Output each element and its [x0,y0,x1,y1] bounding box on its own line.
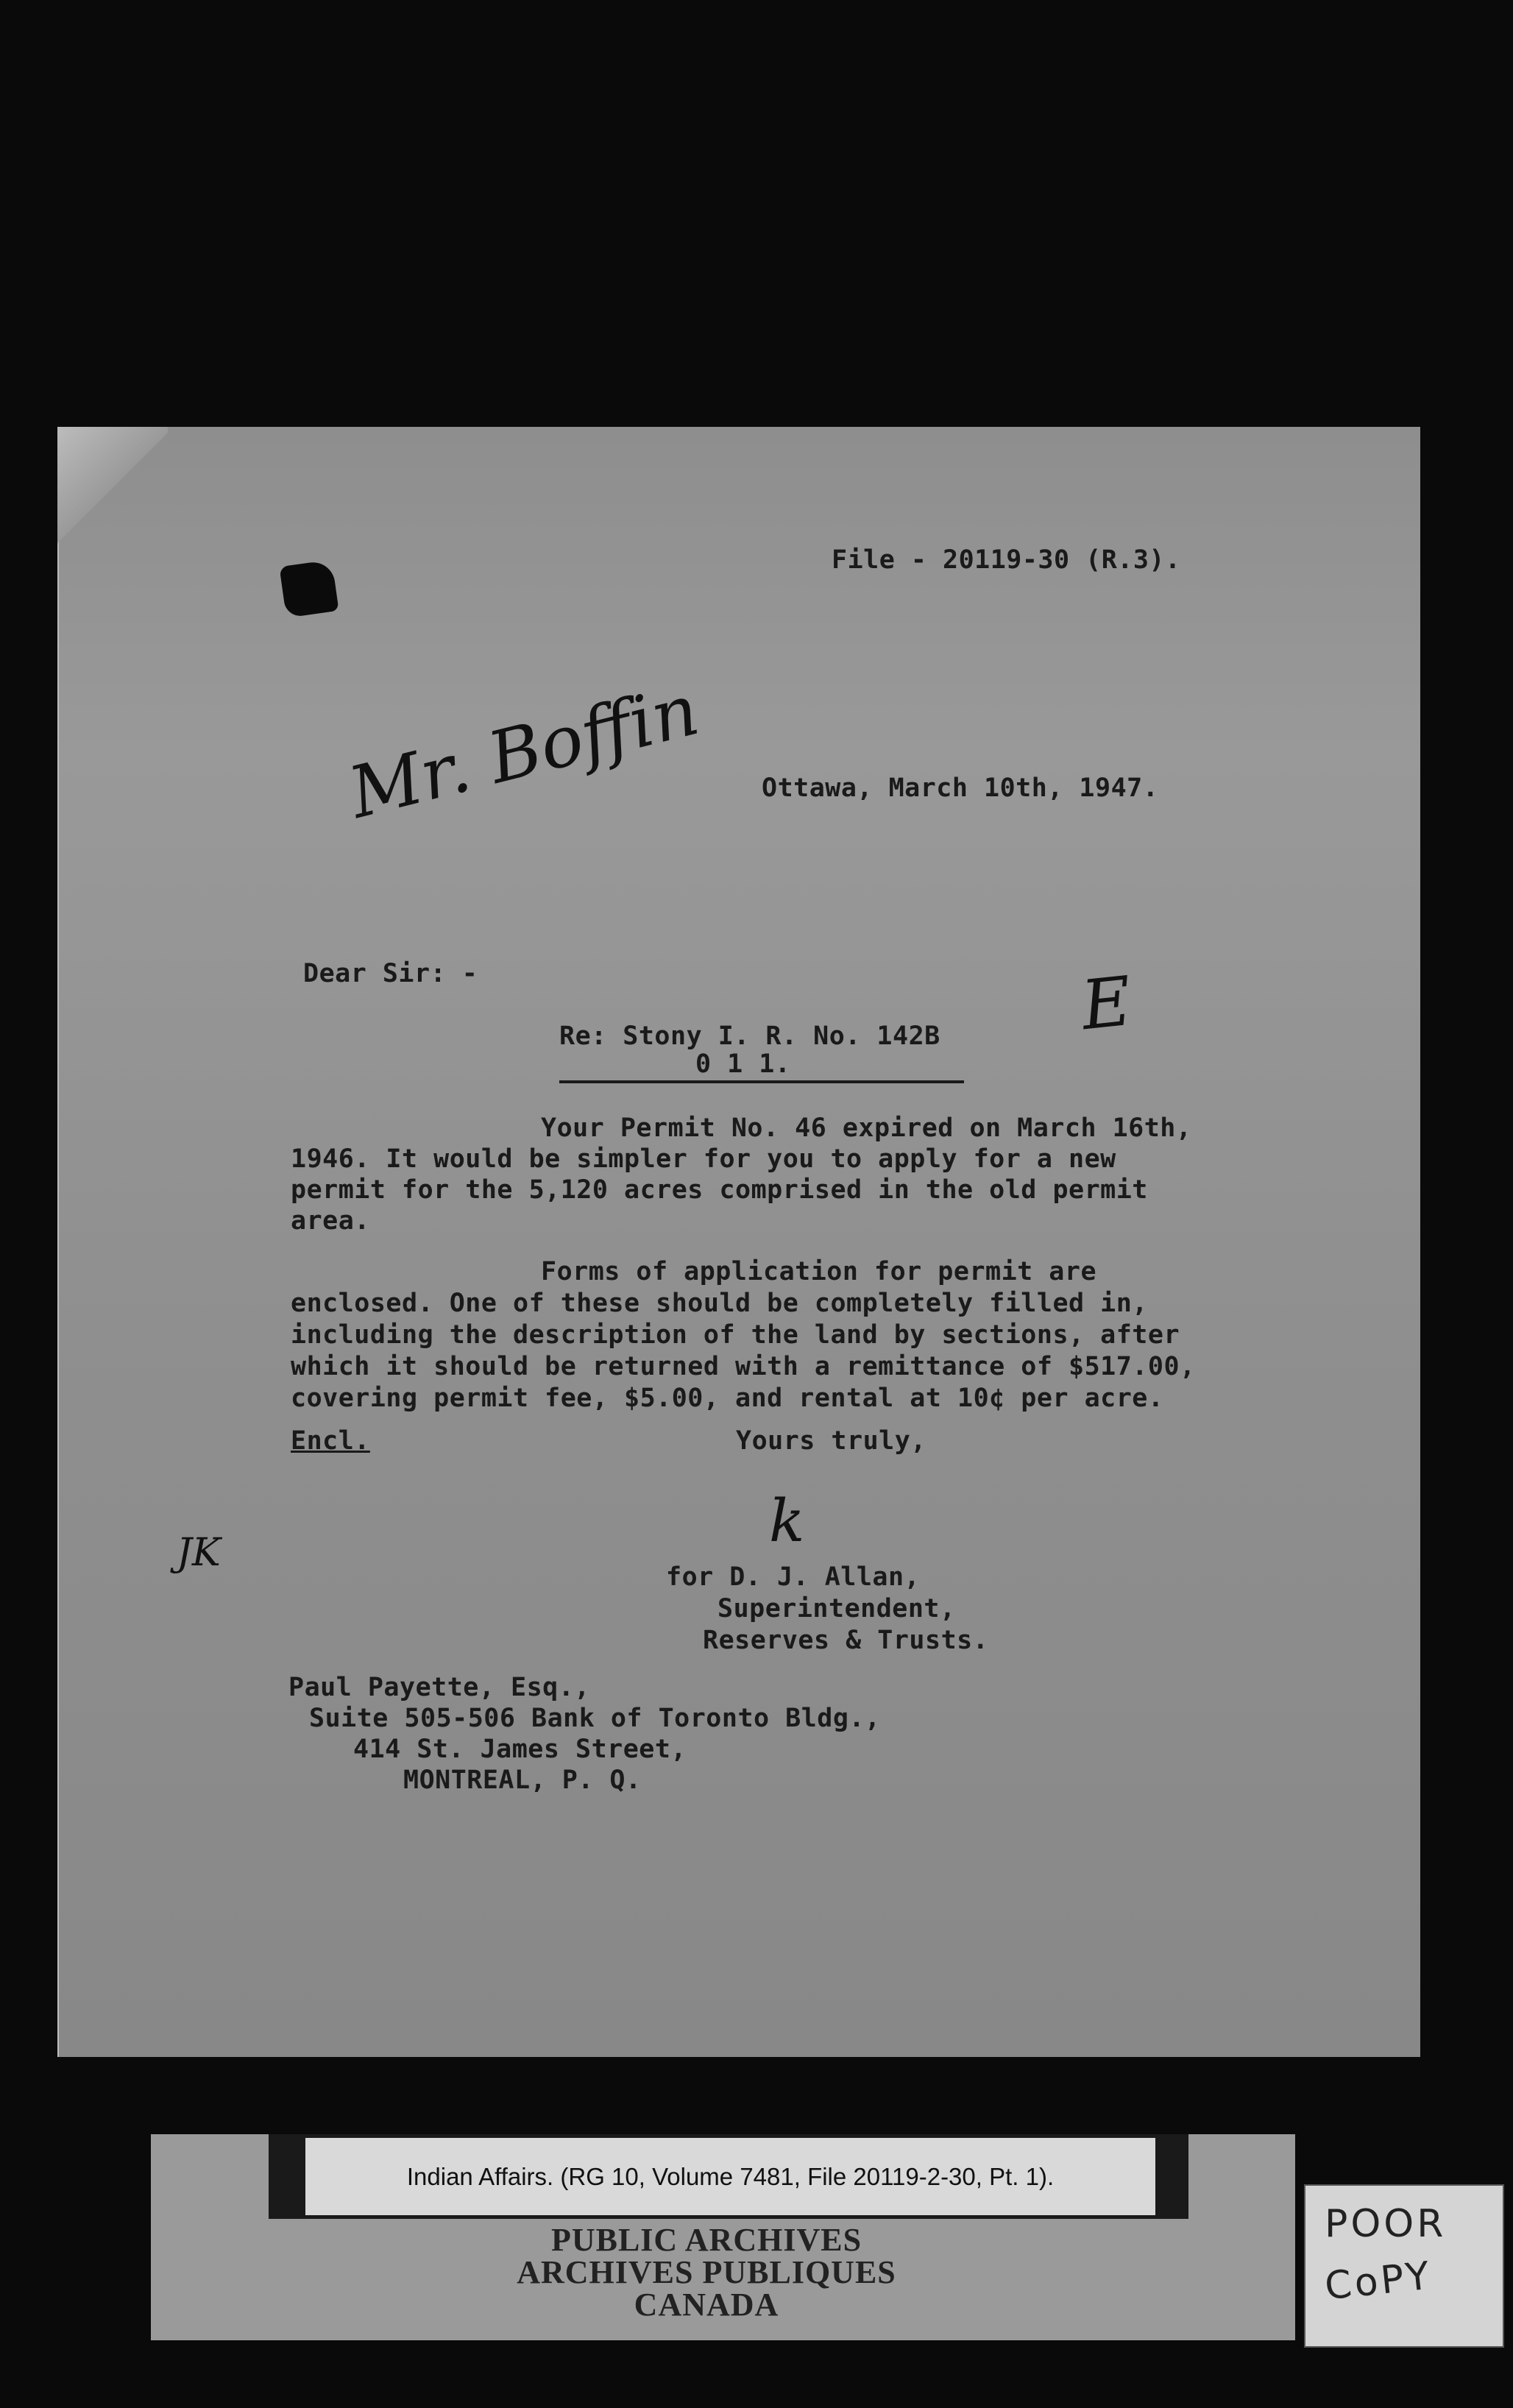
address-line: MONTREAL, P. Q. [403,1766,642,1795]
paragraph-line: covering permit fee, $5.00, and rental at 10¢ per acre. [291,1384,1164,1413]
archive-stamp [442,2224,971,2321]
signature-line: Superintendent, [717,1594,956,1623]
salutation: Dear Sir: - [303,959,478,988]
closing: Yours truly, [736,1426,926,1456]
enclosure-note: Encl. [291,1426,370,1456]
signature-line: Reserves & Trusts. [703,1626,989,1655]
poor-copy-line: POOR [1325,2202,1447,2246]
stamp-line: CANADA [634,2287,779,2323]
handwritten-initials-right: E [1077,961,1135,1046]
re-underline [559,1080,964,1083]
stamp-line: PUBLIC ARCHIVES [550,2222,862,2258]
paragraph-line: 1946. It would be simpler for you to apply for a new [291,1144,1116,1174]
address-line: Paul Payette, Esq., [288,1673,590,1702]
handwritten-signature-mark: k [769,1487,805,1555]
paragraph-line: Your Permit No. 46 expired on March 16th, [541,1113,1192,1143]
page-corner-fold [57,427,168,603]
paragraph-line: which it should be returned with a remittance of $517.00, [291,1352,1196,1381]
paragraph-line: area. [291,1206,370,1236]
poor-copy-note [1322,2197,1487,2309]
file-reference: File - 20119-30 (R.3). [832,545,1181,575]
address-line: 414 St. James Street, [353,1735,687,1764]
paragraph-line: including the description of the land by sections, after [291,1320,1180,1350]
letter-page [57,427,1420,2057]
poor-copy-line: CoPY [1322,2253,1435,2309]
place-date: Ottawa, March 10th, 1947. [762,773,1159,803]
stamp-line: ARCHIVES PUBLIQUES [517,2254,896,2290]
signature-line: for D. J. Allan, [666,1562,921,1592]
re-line: Re: Stony I. R. No. 142B [559,1021,940,1051]
handwritten-initials-left: JK [177,1531,221,1575]
handwritten-note: Mr. Boffin [341,668,706,835]
paragraph-line: enclosed. One of these should be completely filled in, [291,1289,1148,1318]
archive-reference-box [305,2138,1155,2215]
archive-reference: Indian Affairs. (RG 10, Volume 7481, File 20119-2-30, Pt. 1). [406,2162,1055,2190]
re-subline: 0 1 1. [695,1049,791,1079]
paragraph-line: Forms of application for permit are [541,1257,1097,1286]
address-line: Suite 505-506 Bank of Toronto Bldg., [309,1704,881,1733]
paragraph-line: permit for the 5,120 acres comprised in the old permit [291,1175,1148,1205]
